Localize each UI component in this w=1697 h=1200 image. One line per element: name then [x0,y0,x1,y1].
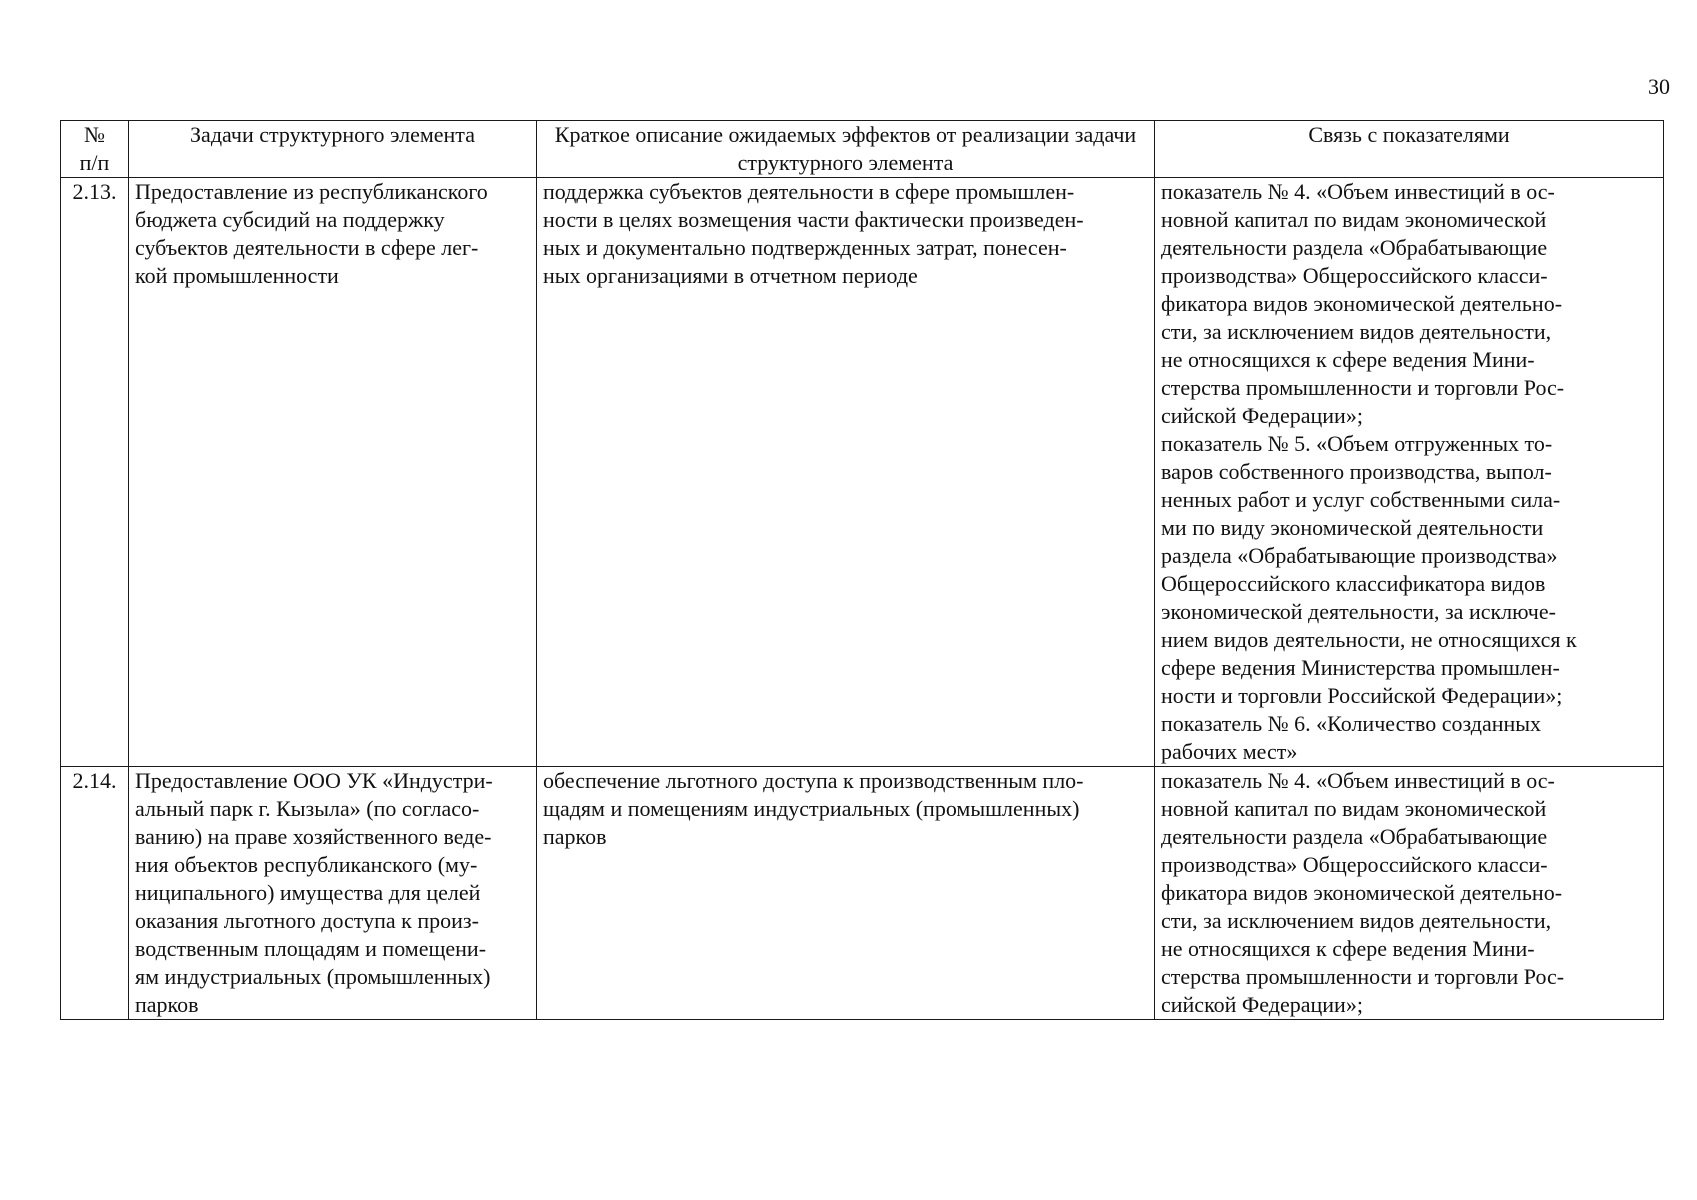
table-header-row [61,121,1664,178]
table-row [61,178,1664,767]
row-task: Предоставление из республиканского бюджета субсидий на поддержку субъектов деятельности в сфере лег- кой промышленности [129,178,537,767]
indicator-item: показатель № 4. «Объем инвестиций в ос- новной капитал по видам экономической деятельности раздела «Обрабатывающие производства» Общероссийского класси- фикатора видов экономической деятельно- сти, за исключением видов деятельности, не относящихся к сфере ведения Мини- стерства промышленности и торговли Рос- сийской Федерации»; [1161,768,1565,1017]
indicator-item: показатель № 6. «Количество созданных рабочих мест» [1161,711,1542,764]
row-task: Предоставление ООО УК «Индустри- альный парк г. Кызыла» (по согласо- ванию) на праве хозяйственного веде- ния объектов республиканского (му- ниципального) имущества для целей оказания льготного доступа к произ- водственным площадям и помещени- ям индустриальных (промышленных) парков [129,767,537,1020]
header-number: № п/п [61,121,129,178]
indicator-item: показатель № 4. «Объем инвестиций в ос- новной капитал по видам экономической деятельности раздела «Обрабатывающие производства» Общероссийского класси- фикатора видов экономической деятельно- сти, за исключением видов деятельности, не относящихся к сфере ведения Мини- стерства промышленности и торговли Рос- сийской Федерации»; [1161,179,1565,428]
table-row [61,767,1664,1020]
row-number: 2.14. [61,767,129,1020]
row-number: 2.13. [61,178,129,767]
header-effect: Краткое описание ожидаемых эффектов от реализации задачи структурного элемента [537,121,1155,178]
tasks-table [60,120,1664,1020]
header-indicators: Связь с показателями [1155,121,1664,178]
row-effect: поддержка субъектов деятельности в сфере промышлен- ности в целях возмещения части фактически произведен- ных и документально подтвержденных затрат, понесен- ных организациями в отчетном периоде [537,178,1155,767]
row-effect: обеспечение льготного доступа к производственным пло- щадям и помещениям индустриальных (промышленных) парков [537,767,1155,1020]
indicator-item: показатель № 5. «Объем отгруженных то- варов собственного производства, выпол- ненных работ и услуг собственными сила- ми по виду экономической деятельности раздела «Обрабатывающие производства» Общероссийского классификатора видов экономической деятельности, за исключе- нием видов деятельности, не относящихся к сфере ведения Министерства промышлен- ности и торговли Российской Федерации»; [1161,431,1577,708]
row-indicators [1155,178,1664,767]
page-number: 30 [1648,74,1670,99]
row-indicators [1155,767,1664,1020]
header-task: Задачи структурного элемента [129,121,537,178]
